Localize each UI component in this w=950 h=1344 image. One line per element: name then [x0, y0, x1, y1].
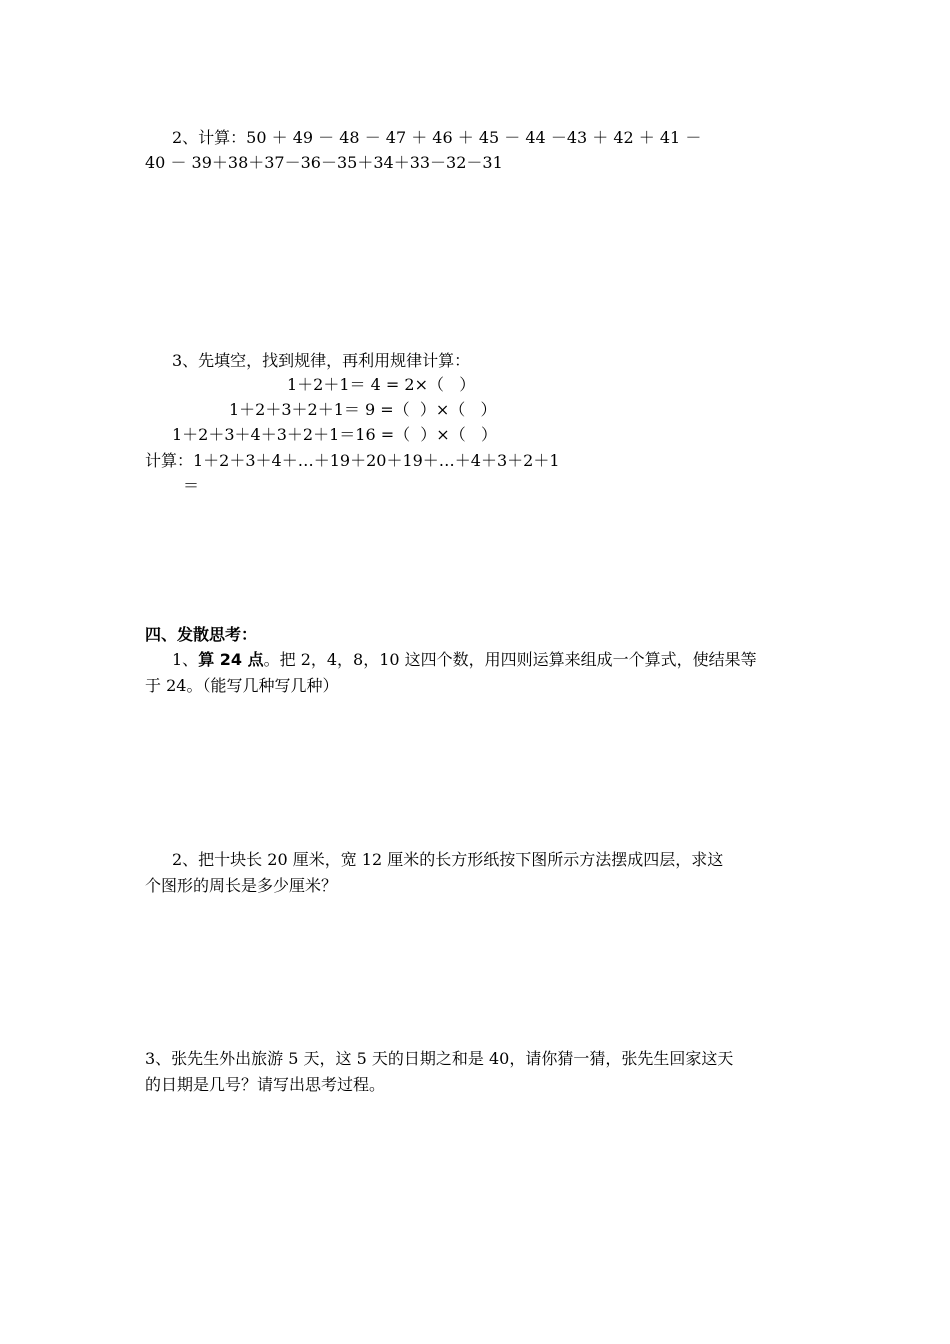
q3-row1: 1＋2＋1＝ 4 = 2×（ ）	[287, 375, 476, 394]
s4-p3-line2: 的日期是几号？请写出思考过程。	[145, 1075, 386, 1094]
s4-p2-line1: 2、把十块长 20 厘米，宽 12 厘米的长方形纸按下图所示方法摆成四层，求这	[172, 850, 724, 869]
q2-line2: 40 － 39＋38＋37－36－35＋34＋33－32－31	[145, 153, 503, 172]
q3-calc: 计算：1＋2＋3＋4＋…＋19＋20＋19＋…＋4＋3＋2＋1	[145, 451, 560, 470]
s4-p2-line2: 个图形的周长是多少厘米？	[145, 876, 338, 895]
s4-p1-bold: 算 24 点	[198, 650, 264, 669]
section4-heading: 四、发散思考：	[145, 625, 258, 644]
q3-row3: 1＋2＋3＋4＋3＋2＋1＝16 =（ ）×（ ）	[172, 425, 497, 444]
s4-p1-line1	[172, 650, 757, 670]
s4-p3-line1: 3、张先生外出旅游 5 天，这 5 天的日期之和是 40，请你猜一猜，张先生回家这天	[145, 1049, 734, 1068]
q3-row2: 1＋2＋3＋2＋1＝ 9 =（ ）×（ ）	[229, 400, 497, 419]
q2-line1: 2、计算：50 ＋ 49 － 48 － 47 ＋ 46 ＋ 45 － 44 －43 ＋ 42 ＋ 41 －	[172, 128, 702, 147]
q3-equals: ＝	[183, 476, 200, 495]
s4-p1-prefix: 1、	[172, 650, 199, 669]
q3-intro: 3、先填空，找到规律，再利用规律计算：	[172, 351, 471, 370]
s4-p1-line2: 于 24。（能写几种写几种）	[145, 676, 339, 695]
s4-p1-rest: 。把 2，4，8，10 这四个数，用四则运算来组成一个算式，使结果等	[263, 650, 757, 669]
